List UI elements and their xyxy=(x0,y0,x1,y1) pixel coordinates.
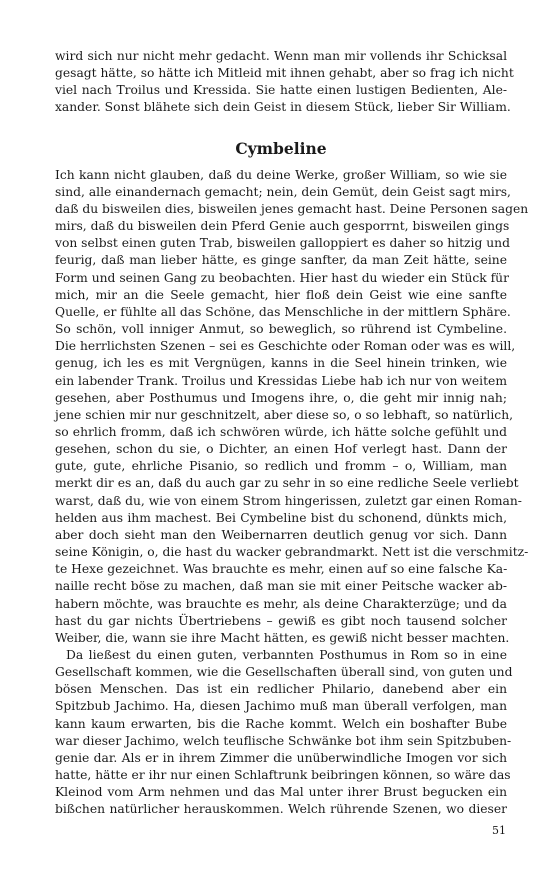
text-line: gute, gute, ehrliche Pisanio, so redlich und fromm – o, William, man xyxy=(55,459,507,474)
text-line: habern möchte, was brauchte es mehr, als deine Charakterzüge; und da xyxy=(55,596,507,611)
text-line: wird sich nur nicht mehr gedacht. Wenn man mir vollends ihr Schicksal xyxy=(55,49,507,63)
text-line: viel nach Troilus und Kressida. Sie hatte einen lustigen Bedienten, Ale- xyxy=(55,83,507,98)
paragraph-2 xyxy=(55,647,513,819)
page-number: 51 xyxy=(492,824,506,837)
text-line: bißchen natürlicher herauskommen. Welch rührende Szenen, wo dieser xyxy=(55,802,507,817)
text-line: gesagt hätte, so hätte ich Mitleid mit ihnen gehabt, aber so frag ich nicht xyxy=(55,66,514,81)
intro-paragraph xyxy=(55,48,514,117)
text-line: aber doch sieht man den Weibernarren deutlich genug vor sich. Dann xyxy=(55,527,507,542)
text-line: mich, mir an die Seele gemacht, hier floß dein Geist wie eine sanfte xyxy=(55,287,507,302)
section-heading: Cymbeline xyxy=(235,138,327,158)
text-line: kann kaum erwarten, bis die Rache kommt. Welch ein boshafter Bube xyxy=(55,716,507,731)
text-line: Weiber, die, wann sie ihre Macht hätten, es gewiß nicht besser machten. xyxy=(55,630,510,645)
text-line: war dieser Jachimo, welch teuflische Schwänke bot ihm sein Spitzbuben- xyxy=(55,733,512,748)
text-line: Quelle, er fühlte all das Schöne, das Menschliche in der mittlern Sphäre. xyxy=(55,304,511,319)
text-line: merkt dir es an, daß du auch gar zu sehr in so eine redliche Seele verliebt xyxy=(55,476,519,491)
text-line: warst, daß du, wie von einem Strom hingerissen, zuletzt gar einen Roman- xyxy=(55,493,522,508)
text-line: So schön, voll inniger Anmut, so beweglich, so rührend ist Cymbeline. xyxy=(55,322,507,337)
text-line: helden aus ihm machest. Bei Cymbeline bist du schonend, dünkts mich, xyxy=(55,510,507,525)
text-line: bösen Menschen. Das ist ein redlicher Philario, danebend aber ein xyxy=(55,682,507,697)
text-line: mirs, daß du bisweilen dein Pferd Genie auch gesporrnt, bisweilen gings xyxy=(55,219,510,234)
paragraph-1 xyxy=(55,167,529,647)
text-line: gesehen, schon du sie, o Dichter, an einen Hof verlegt hast. Dann der xyxy=(55,442,507,457)
text-line: so ehrlich fromm, daß ich schwören würde, ich hätte solche gefühlt und xyxy=(55,424,507,439)
text-line: jene schien mir nur geschnitzelt, aber diese so, o so lebhaft, so natürlich, xyxy=(55,407,514,422)
text-line: gesehen, aber Posthumus und Imogens ihre, o, die geht mir innig nah; xyxy=(55,390,507,405)
text-line: seine Königin, o, die hast du wacker gebrandmarkt. Nett ist die verschmitz- xyxy=(55,545,529,560)
page-body xyxy=(55,48,529,819)
text-line: Gesellschaft kommen, wie die Gesellschaften überall sind, von guten und xyxy=(55,665,513,680)
text-line: von selbst einen guten Trab, bisweilen galloppiert es daher so hitzig und xyxy=(55,236,510,251)
text-line: ein labender Trank. Troilus und Kressidas Liebe hab ich nur von weitem xyxy=(55,373,507,388)
text-line: feurig, daß man lieber hätte, es ginge sanfter, da man Zeit hätte, seine xyxy=(55,253,507,268)
text-line: naille recht böse zu machen, daß man sie mit einer Peitsche wacker ab- xyxy=(55,579,507,594)
text-line: hast du gar nichts Übertriebens – gewiß es gibt noch tausend solcher xyxy=(55,613,507,628)
text-line: Spitzbub Jachimo. Ha, diesen Jachimo muß man überall verfolgen, man xyxy=(55,699,507,714)
text-line: te Hexe gezeichnet. Was brauchte es mehr, einen auf so eine falsche Ka- xyxy=(55,562,508,577)
text-line: genug, ich les es mit Vergnügen, kanns in die Seel hinein trinken, wie xyxy=(55,356,507,371)
text-line: xander. Sonst blähete sich dein Geist in diesem Stück, lieber Sir William. xyxy=(55,100,511,115)
text-line: sind, alle einandernach gemacht; nein, dein Gemüt, dein Geist sagt mirs, xyxy=(55,184,511,199)
text-line: daß du bisweilen dies, bisweilen jenes gemacht hast. Deine Personen sagen xyxy=(55,201,529,216)
text-line: Form und seinen Gang zu beobachten. Hier hast du wieder ein Stück für xyxy=(55,270,509,285)
text-line: hatte, hätte er ihr nur einen Schlaftrunk beibringen können, so wäre das xyxy=(55,768,511,783)
text-line: Die herrlichsten Szenen – sei es Geschichte oder Roman oder was es will, xyxy=(55,339,516,354)
text-line: Kleinod vom Arm nehmen und das Mal unter ihrer Brust begucken ein xyxy=(55,785,507,800)
text-line: Da ließest du einen guten, verbannten Posthumus in Rom so in eine xyxy=(66,648,507,662)
text-line: Ich kann nicht glauben, daß du deine Werke, großer William, so wie sie xyxy=(55,167,507,182)
text-line: genie dar. Als er in ihrem Zimmer die unüberwindliche Imogen vor sich xyxy=(55,750,507,765)
